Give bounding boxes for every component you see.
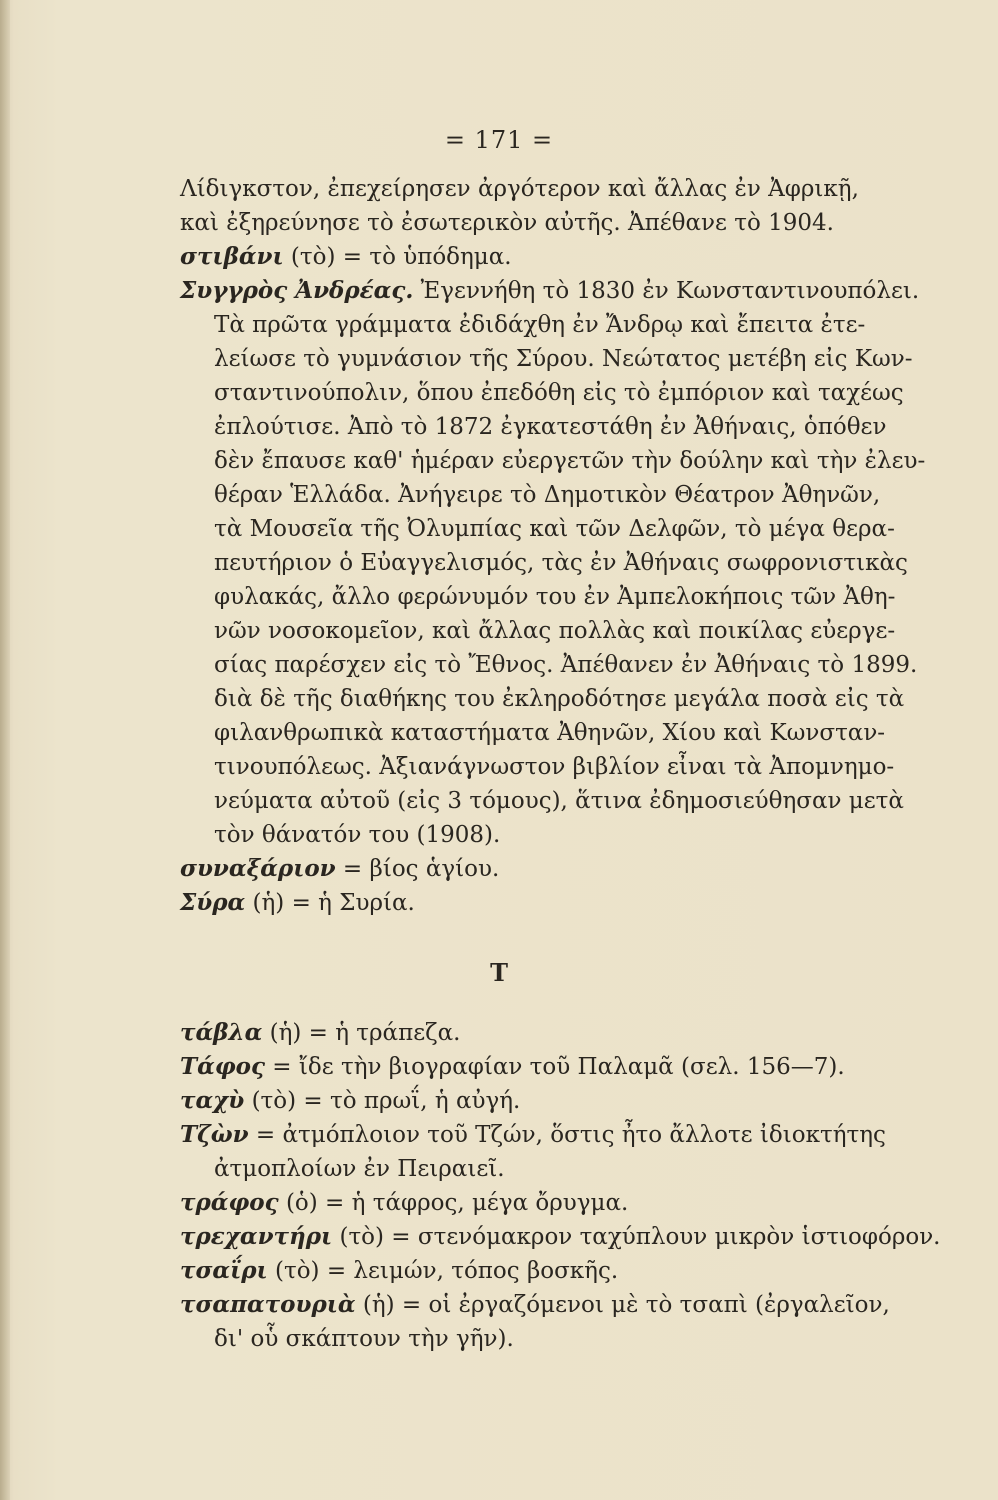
text-line xyxy=(180,580,896,614)
definition-text: τινουπόλεως. Ἀξιανάγνωστον βιβλίον εἶναι τὰ Ἀπομνημο- xyxy=(214,754,895,780)
definition-text: φιλανθρωπικὰ καταστήματα Ἀθηνῶν, Χίου καὶ Κωνσταν- xyxy=(214,720,886,746)
text-line xyxy=(180,172,880,206)
definition-text: νῶν νοσοκομεῖον, καὶ ἄλλας πολλὰς καὶ ποικίλας εὐεργε- xyxy=(214,618,896,644)
headword: τρεχαντήρι xyxy=(180,1223,333,1250)
glossary-section-tau xyxy=(180,1016,941,1356)
text-line xyxy=(180,478,880,512)
text-line xyxy=(180,410,887,444)
definition-text: θέραν Ἑλλάδα. Ἀνήγειρε τὸ Δημοτικὸν Θέατρον Ἀθηνῶν, xyxy=(214,482,881,508)
definition-text: (τὸ) = στενόμακρον ταχύπλουν μικρὸν ἱστιοφόρον. xyxy=(332,1224,941,1250)
definition-text: τὰ Μουσεῖα τῆς Ὀλυμπίας καὶ τῶν Δελφῶν, τὸ μέγα θερα- xyxy=(214,516,895,542)
definition-text: Λίδιγκστον, ἐπεχείρησεν ἀργότερον καὶ ἄλλας ἐν Ἀφρικῇ, xyxy=(180,176,859,202)
definition-text: = ἀτμόπλοιον τοῦ Τζών, ὅστις ἦτο ἄλλοτε ἰδιοκτήτης xyxy=(248,1122,886,1148)
definition-text: λείωσε τὸ γυμνάσιον τῆς Σύρου. Νεώτατος μετέβη εἰς Κων- xyxy=(214,346,913,372)
text-line xyxy=(180,1152,880,1186)
text-line xyxy=(180,342,913,376)
headword: τσαπατουριὰ xyxy=(180,1291,356,1318)
headword: συναξάριον xyxy=(180,855,336,882)
text-line xyxy=(180,206,880,240)
text-line xyxy=(180,1050,880,1084)
definition-text: = βίος ἁγίου. xyxy=(335,856,500,882)
text-line xyxy=(180,1254,880,1288)
text-line xyxy=(180,1084,880,1118)
text-line xyxy=(180,818,880,852)
definition-text: σίας παρέσχεν εἰς τὸ Ἔθνος. Ἀπέθανεν ἐν Ἀθήναις τὸ 1899. xyxy=(214,652,918,678)
text-line xyxy=(180,1288,890,1322)
text-line xyxy=(180,240,880,274)
definition-text: Τὰ πρῶτα γράμματα ἐδιδάχθη ἐν Ἄνδρῳ καὶ ἔπειτα ἐτε- xyxy=(214,312,866,338)
definition-text: δὲν ἔπαυσε καθ' ἡμέραν εὐεργετῶν τὴν δούλην καὶ τὴν ἐλευ- xyxy=(214,448,926,474)
text-line xyxy=(180,444,926,478)
headword: τάβλα xyxy=(180,1019,263,1046)
text-line xyxy=(180,308,880,342)
text-line xyxy=(180,546,908,580)
text-line xyxy=(180,512,895,546)
headword: Τάφος xyxy=(180,1053,265,1080)
definition-text: (τὸ) = λειμών, τόπος βοσκῆς. xyxy=(267,1258,619,1284)
definition-text: σταντινούπολιν, ὅπου ἐπεδόθη εἰς τὸ ἐμπόριον καὶ ταχέως xyxy=(214,380,904,406)
definition-text: φυλακάς, ἄλλο φερώνυμόν του ἐν Ἀμπελοκήποις τῶν Ἀθη- xyxy=(214,584,896,610)
text-line xyxy=(180,784,904,818)
text-line xyxy=(180,1016,880,1050)
text-line xyxy=(180,614,896,648)
headword: Συγγρὸς Ἀνδρέας. xyxy=(180,277,414,304)
definition-text: (ἡ) = ἡ τράπεζα. xyxy=(262,1020,461,1046)
text-line xyxy=(180,1220,941,1254)
definition-text: διὰ δὲ τῆς διαθήκης του ἐκληροδότησε μεγάλα ποσὰ εἰς τὰ xyxy=(214,686,905,712)
headword: Τζὼν xyxy=(180,1121,249,1148)
page-number: = 171 = xyxy=(444,126,554,154)
definition-text: Ἐγεννήθη τὸ 1830 ἐν Κωνσταντινουπόλει. xyxy=(413,278,920,304)
glossary-section-sigma xyxy=(180,172,926,920)
text-line xyxy=(180,852,880,886)
definition-text: (ὁ) = ἡ τάφρος, μέγα ὄρυγμα. xyxy=(278,1190,629,1216)
definition-text: ἐπλούτισε. Ἀπὸ τὸ 1872 ἐγκατεστάθη ἐν Ἀθήναις, ὁπόθεν xyxy=(214,414,887,440)
text-line xyxy=(180,1118,886,1152)
text-line xyxy=(180,716,886,750)
headword: Σύρα xyxy=(180,889,246,916)
headword: στιβάνι xyxy=(180,243,284,270)
definition-text: (τὸ) = τὸ ὑπόδημα. xyxy=(283,244,512,270)
text-line xyxy=(180,274,920,308)
definition-text: πευτήριον ὁ Εὐαγγελισμός, τὰς ἐν Ἀθήναις σωφρονιστικὰς xyxy=(214,550,908,576)
definition-text: καὶ ἐξηρεύνησε τὸ ἐσωτερικὸν αὐτῆς. Ἀπέθανε τὸ 1904. xyxy=(180,210,834,236)
headword: τσαΐρι xyxy=(180,1257,268,1284)
text-line xyxy=(180,376,904,410)
definition-text: (ἡ) = οἱ ἐργαζόμενοι μὲ τὸ τσαπὶ (ἐργαλεῖον, xyxy=(355,1292,890,1318)
definition-text: = ἴδε τὴν βιογραφίαν τοῦ Παλαμᾶ (σελ. 156—7). xyxy=(264,1054,845,1080)
definition-text: (τὸ) = τὸ πρωΐ, ἡ αὐγή. xyxy=(244,1088,521,1114)
text-line xyxy=(180,886,880,920)
definition-text: τὸν θάνατόν του (1908). xyxy=(214,822,501,848)
definition-text: νεύματα αὐτοῦ (εἰς 3 τόμους), ἅτινα ἐδημοσιεύθησαν μετὰ xyxy=(214,788,904,814)
definition-text: δι' οὗ σκάπτουν τὴν γῆν). xyxy=(214,1326,514,1352)
text-line xyxy=(180,1322,880,1356)
definition-text: ἀτμοπλοίων ἐν Πειραιεῖ. xyxy=(214,1156,505,1182)
text-line xyxy=(180,682,905,716)
definition-text: (ἡ) = ἡ Συρία. xyxy=(245,890,415,916)
section-letter-heading: Τ xyxy=(490,958,508,987)
headword: τράφος xyxy=(180,1189,279,1216)
text-line xyxy=(180,1186,880,1220)
book-spine-edge xyxy=(0,0,10,1500)
text-line xyxy=(180,648,918,682)
text-line xyxy=(180,750,895,784)
headword: ταχὺ xyxy=(180,1087,245,1114)
